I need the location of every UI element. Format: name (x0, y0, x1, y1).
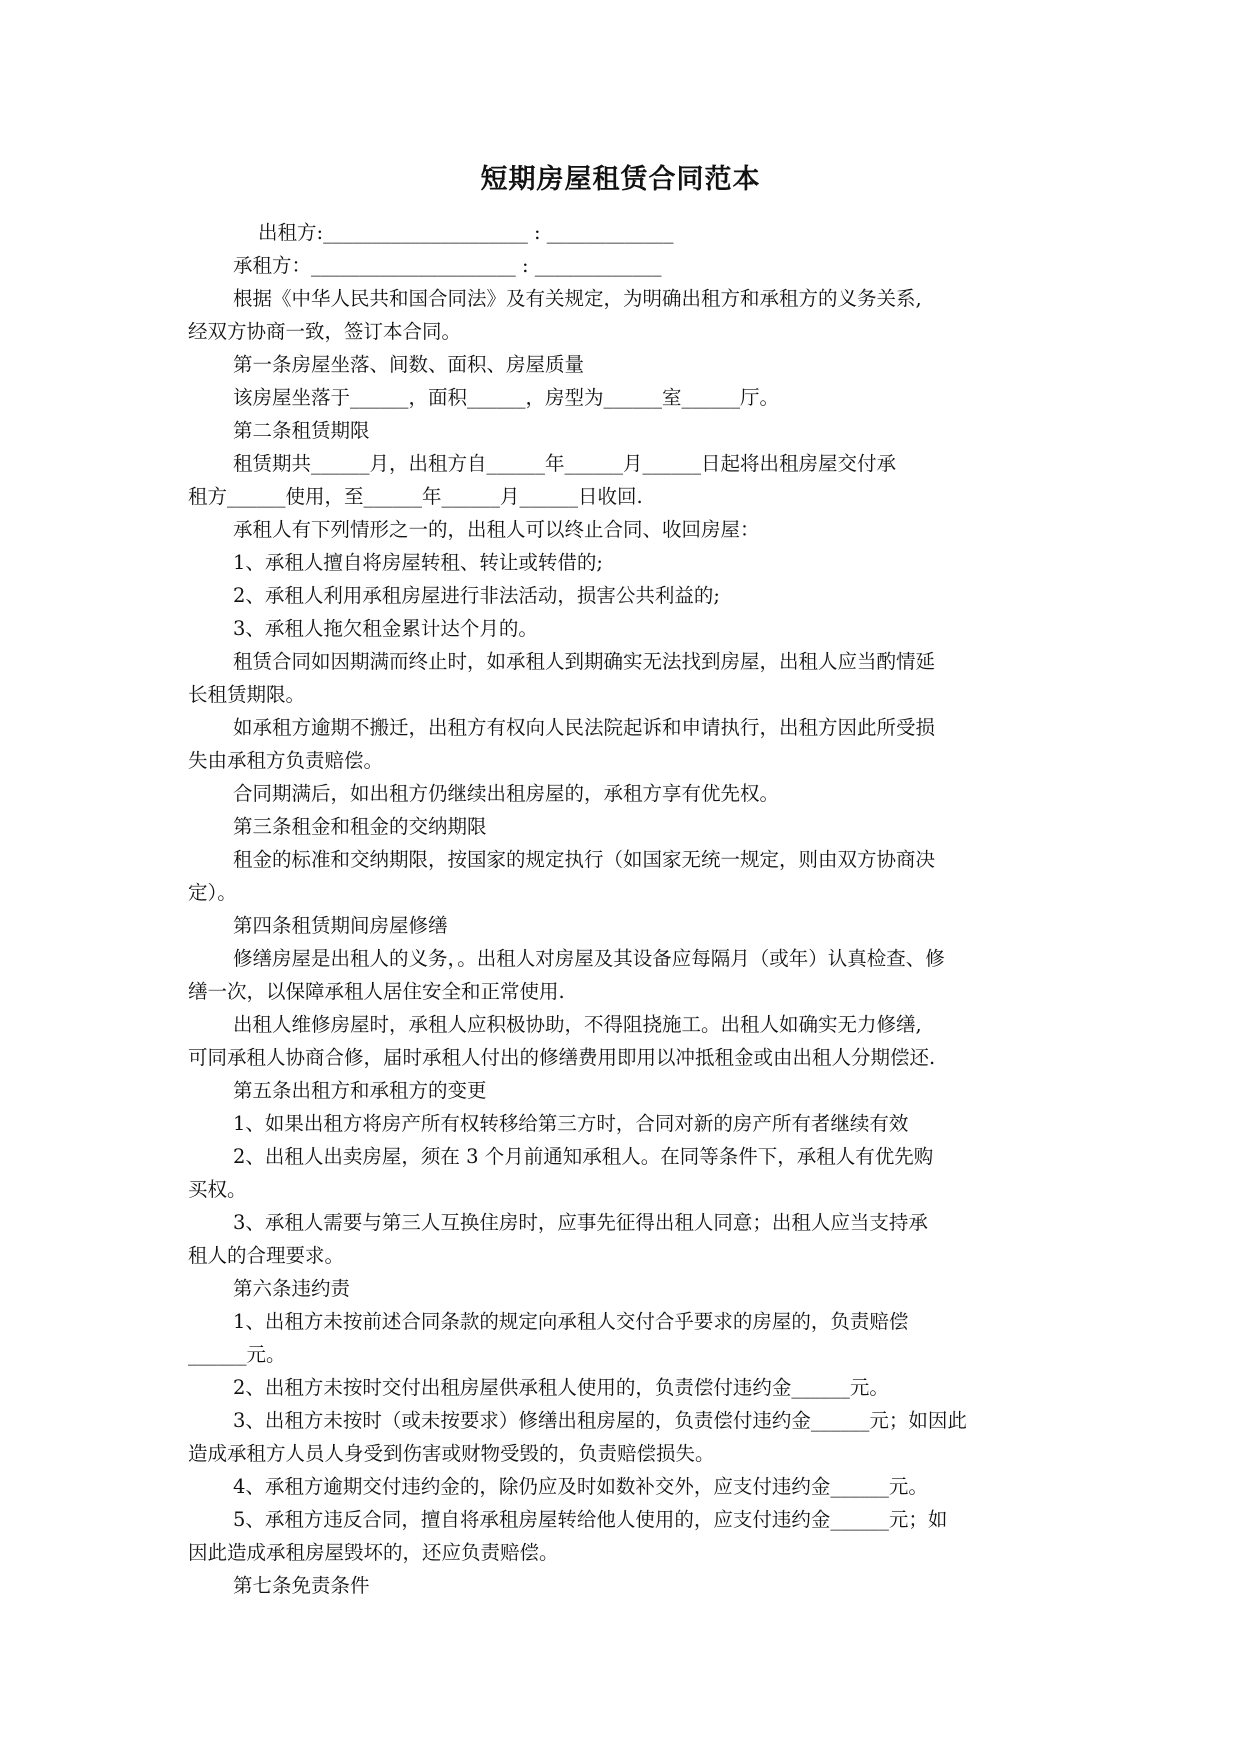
text-line: 根据《中华人民共和国合同法》及有关规定，为明确出租方和承租方的义务关系, (233, 287, 922, 310)
text-line: 定）。 (188, 881, 237, 904)
text-line: 该房屋坐落于______，面积______，房型为______室______厅。 (233, 386, 780, 409)
text-line: 第二条租赁期限 (233, 419, 370, 442)
text-line: 3、承租人需要与第三人互换住房时，应事先征得出租人同意；出租人应当支持承 (233, 1211, 928, 1234)
text-line: 出租方:_____________________ : _____________ (258, 221, 674, 244)
text-line: 出租人维修房屋时，承租人应积极协助，不得阻挠施工。出租人如确实无力修缮, (233, 1013, 922, 1036)
text-line: 租金的标准和交纳期限，按国家的规定执行（如国家无统一规定，则由双方协商决 (233, 848, 936, 871)
text-line: 第六条违约责 (233, 1277, 351, 1300)
text-line: 租赁期共______月，出租方自______年______月______日起将出租房屋交付承 (233, 452, 897, 475)
text-line: 2、出租方未按时交付出租房屋供承租人使用的，负责偿付违约金______元。 (233, 1376, 889, 1399)
text-line: 修缮房屋是出租人的义务，。出租人对房屋及其设备应每隔月（或年）认真检查、修 (233, 947, 945, 970)
text-line: ______元。 (188, 1343, 286, 1366)
text-line: 4、承租方逾期交付违约金的，除仍应及时如数补交外，应支付违约金______元。 (233, 1475, 928, 1498)
text-line: 失由承租方负责赔偿。 (188, 749, 384, 772)
document-body (188, 216, 1068, 1602)
text-line: 2、出租人出卖房屋，须在 3 个月前通知承租人。在同等条件下，承租人有优先购 (233, 1145, 934, 1168)
text-line: 可同承租人协商合修，届时承租人付出的修缮费用即用以冲抵租金或由出租人分期偿还. (188, 1046, 936, 1069)
text-line: 3、出租方未按时（或未按要求）修缮出租房屋的，负责偿付违约金______元；如因此 (233, 1409, 967, 1432)
text-line: 第五条出租方和承租方的变更 (233, 1079, 487, 1102)
text-line: 经双方协商一致，签订本合同。 (188, 320, 462, 343)
text-line: 5、承租方违反合同，擅自将承租房屋转给他人使用的，应支付违约金______元；如 (233, 1508, 948, 1531)
text-line: 1、出租方未按前述合同条款的规定向承租人交付合乎要求的房屋的，负责赔偿 (233, 1310, 909, 1333)
text-line: 2、承租人利用承租房屋进行非法活动，损害公共利益的; (233, 584, 720, 607)
text-line: 租人的合理要求。 (188, 1244, 345, 1267)
text-line: 1、承租人擅自将房屋转租、转让或转借的; (233, 551, 603, 574)
text-line: 买权。 (188, 1178, 247, 1201)
text-line: 长租赁期限。 (188, 683, 306, 706)
text-line: 缮一次，以保障承租人居住安全和正常使用. (188, 980, 565, 1003)
text-line: 第四条租赁期间房屋修缮 (233, 914, 448, 937)
text-line: 如承租方逾期不搬迁，出租方有权向人民法院起诉和申请执行，出租方因此所受损 (233, 716, 936, 739)
text-line: 承租人有下列情形之一的，出租人可以终止合同、收回房屋： (233, 518, 760, 541)
text-line: 第一条房屋坐落、间数、面积、房屋质量 (233, 353, 585, 376)
text-line: 1、如果出租方将房产所有权转移给第三方时，合同对新的房产所有者继续有效 (233, 1112, 909, 1135)
text-line: 第七条免责条件 (233, 1574, 370, 1597)
text-line: 3、承租人拖欠租金累计达个月的。 (233, 617, 538, 640)
text-line: 因此造成承租房屋毁坏的，还应负责赔偿。 (188, 1541, 559, 1564)
text-line: 租方______使用，至______年______月______日收回. (188, 485, 643, 508)
document-title: 短期房屋租赁合同范本 (480, 164, 761, 195)
text-line: 第三条租金和租金的交纳期限 (233, 815, 487, 838)
text-line: 合同期满后，如出租方仍继续出租房屋的，承租方享有优先权。 (233, 782, 780, 805)
text-line: 承租方：_____________________ : _____________ (233, 254, 662, 277)
text-line: 造成承租方人员人身受到伤害或财物受毁的，负责赔偿损失。 (188, 1442, 715, 1465)
text-line: 租赁合同如因期满而终止时，如承租人到期确实无法找到房屋，出租人应当酌情延 (233, 650, 936, 673)
